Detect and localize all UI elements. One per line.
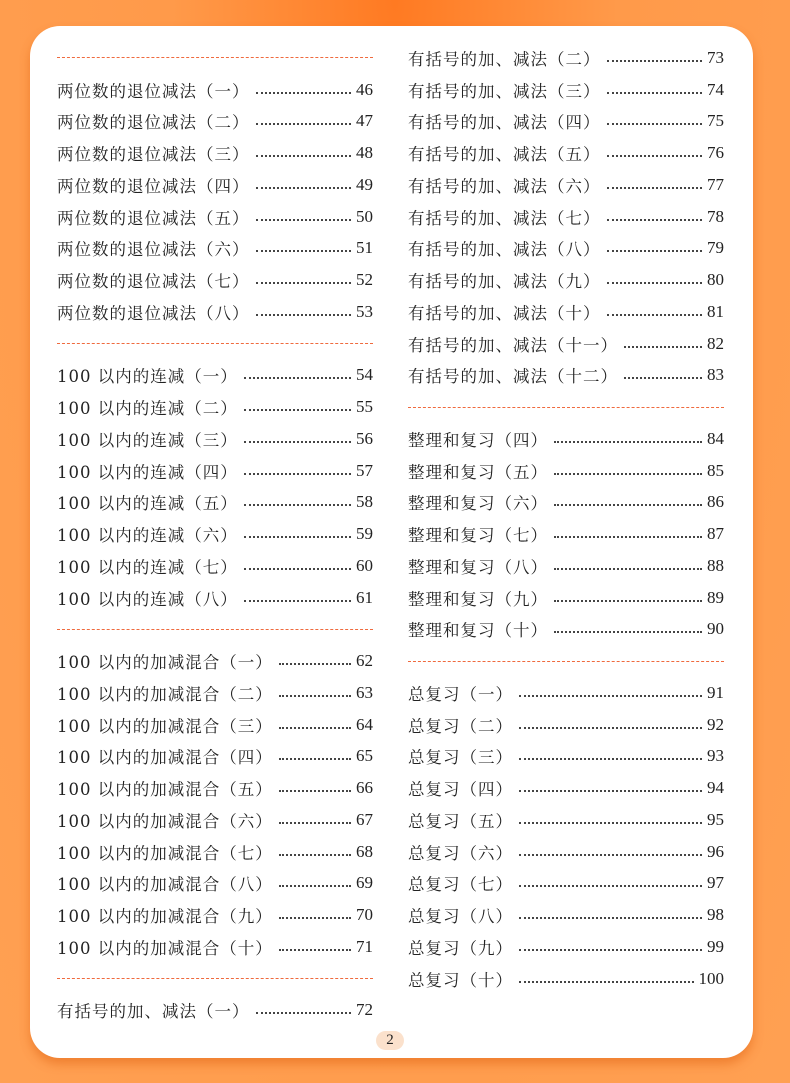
toc-entry[interactable] xyxy=(57,360,373,392)
dot-leader xyxy=(554,600,702,602)
dot-leader xyxy=(279,695,351,697)
toc-entry-page: 98 xyxy=(707,905,724,925)
toc-entry-title: 100 以内的加减混合（四） xyxy=(57,748,273,768)
toc-entry-page: 53 xyxy=(356,301,373,321)
toc-entry[interactable] xyxy=(408,899,724,931)
dot-leader xyxy=(256,282,352,284)
toc-entry[interactable] xyxy=(408,868,724,900)
toc-entry-page: 86 xyxy=(707,492,724,512)
toc-column-right xyxy=(408,42,724,995)
dot-leader xyxy=(279,727,351,729)
toc-entry-page: 75 xyxy=(707,111,724,131)
dot-leader xyxy=(607,60,703,62)
toc-entry[interactable] xyxy=(57,423,373,455)
toc-entry[interactable] xyxy=(408,550,724,582)
toc-entry-title: 100 以内的加减混合（八） xyxy=(57,875,273,895)
toc-entry[interactable] xyxy=(57,106,373,138)
dot-leader xyxy=(607,250,703,252)
toc-entry-title: 100 以内的连减（一） xyxy=(57,367,238,387)
toc-entry-title: 100 以内的连减（五） xyxy=(57,494,238,514)
toc-entry-title: 有括号的加、减法（十一） xyxy=(408,335,618,355)
dot-leader xyxy=(554,441,702,443)
dot-leader xyxy=(624,346,702,348)
section-divider xyxy=(57,328,373,360)
toc-entry[interactable] xyxy=(408,582,724,614)
toc-entry[interactable] xyxy=(408,455,724,487)
toc-entry-title: 总复习（十） xyxy=(408,970,513,990)
toc-entry-page: 88 xyxy=(707,555,724,575)
toc-entry-title: 100 以内的加减混合（一） xyxy=(57,653,273,673)
toc-entry-title: 100 以内的加减混合（六） xyxy=(57,811,273,831)
dot-leader xyxy=(244,504,351,506)
toc-entry-page: 73 xyxy=(707,47,724,67)
toc-entry-page: 61 xyxy=(356,587,373,607)
dot-leader xyxy=(519,822,702,824)
dot-leader xyxy=(244,409,351,411)
toc-entry-page: 72 xyxy=(356,1000,373,1020)
toc-entry-page: 57 xyxy=(356,460,373,480)
dot-leader xyxy=(256,250,352,252)
toc-entry-title: 整理和复习（七） xyxy=(408,526,548,546)
toc-entry[interactable] xyxy=(408,614,724,646)
dot-leader xyxy=(554,631,702,633)
toc-entry-title: 总复习（八） xyxy=(408,907,513,927)
toc-entry-page: 89 xyxy=(707,587,724,607)
toc-entry-page: 54 xyxy=(356,365,373,385)
toc-entry[interactable] xyxy=(57,645,373,677)
toc-entry[interactable] xyxy=(57,677,373,709)
toc-entry[interactable] xyxy=(57,391,373,423)
toc-entry[interactable] xyxy=(57,233,373,265)
toc-entry[interactable] xyxy=(408,328,724,360)
toc-entry-page: 77 xyxy=(707,174,724,194)
toc-entry[interactable] xyxy=(408,709,724,741)
toc-entry[interactable] xyxy=(57,804,373,836)
toc-entry-page: 46 xyxy=(356,79,373,99)
toc-entry-title: 有括号的加、减法（二） xyxy=(408,49,601,69)
dot-leader xyxy=(607,92,703,94)
toc-entry[interactable] xyxy=(57,931,373,963)
dot-leader xyxy=(607,155,703,157)
toc-entry[interactable] xyxy=(408,804,724,836)
toc-entry[interactable] xyxy=(57,137,373,169)
toc-entry[interactable] xyxy=(408,201,724,233)
toc-entry[interactable] xyxy=(408,137,724,169)
toc-entry-title: 100 以内的加减混合（九） xyxy=(57,907,273,927)
toc-entry-page: 49 xyxy=(356,174,373,194)
dot-leader xyxy=(519,854,702,856)
toc-entry-page: 70 xyxy=(356,905,373,925)
dot-leader xyxy=(244,441,351,443)
toc-entry-title: 有括号的加、减法（九） xyxy=(408,272,601,292)
dot-leader xyxy=(244,600,351,602)
toc-entry-title: 两位数的退位减法（七） xyxy=(57,272,250,292)
toc-page-card xyxy=(30,26,753,1058)
toc-entry-page: 50 xyxy=(356,206,373,226)
toc-entry-title: 两位数的退位减法（六） xyxy=(57,240,250,260)
toc-entry[interactable] xyxy=(57,836,373,868)
toc-entry-title: 100 以内的连减（二） xyxy=(57,399,238,419)
toc-entry-title: 总复习（九） xyxy=(408,938,513,958)
toc-entry[interactable] xyxy=(57,74,373,106)
toc-entry-title: 有括号的加、减法（五） xyxy=(408,145,601,165)
toc-entry-title: 100 以内的连减（三） xyxy=(57,430,238,450)
toc-entry-title: 100 以内的连减（四） xyxy=(57,462,238,482)
toc-entry-page: 97 xyxy=(707,873,724,893)
toc-entry-title: 整理和复习（五） xyxy=(408,462,548,482)
toc-entry-title: 100 以内的加减混合（五） xyxy=(57,780,273,800)
toc-entry-title: 有括号的加、减法（十二） xyxy=(408,367,618,387)
toc-entry-page: 100 xyxy=(698,968,724,988)
toc-entry[interactable] xyxy=(57,201,373,233)
dashed-line xyxy=(57,978,373,979)
toc-entry-page: 79 xyxy=(707,238,724,258)
dashed-line xyxy=(57,57,373,58)
toc-entry-page: 96 xyxy=(707,841,724,861)
dot-leader xyxy=(607,219,703,221)
dot-leader xyxy=(279,885,351,887)
toc-entry-title: 100 以内的加减混合（三） xyxy=(57,716,273,736)
toc-entry[interactable] xyxy=(408,741,724,773)
toc-entry[interactable] xyxy=(408,772,724,804)
dot-leader xyxy=(607,282,703,284)
toc-entry-page: 81 xyxy=(707,301,724,321)
toc-entry-title: 两位数的退位减法（二） xyxy=(57,113,250,133)
toc-column-left xyxy=(57,42,373,1026)
toc-entry-title: 有括号的加、减法（六） xyxy=(408,176,601,196)
toc-entry[interactable] xyxy=(57,899,373,931)
toc-entry[interactable] xyxy=(57,455,373,487)
toc-entry-title: 整理和复习（九） xyxy=(408,589,548,609)
dot-leader xyxy=(624,377,702,379)
toc-entry-title: 两位数的退位减法（四） xyxy=(57,176,250,196)
dot-leader xyxy=(279,917,351,919)
toc-entry-page: 92 xyxy=(707,714,724,734)
toc-entry-title: 100 以内的连减（七） xyxy=(57,557,238,577)
toc-entry-title: 总复习（五） xyxy=(408,811,513,831)
toc-entry-page: 74 xyxy=(707,79,724,99)
toc-entry-page: 55 xyxy=(356,397,373,417)
toc-entry-page: 56 xyxy=(356,428,373,448)
dot-leader xyxy=(519,981,694,983)
toc-entry[interactable] xyxy=(57,169,373,201)
dot-leader xyxy=(554,536,702,538)
toc-entry-page: 84 xyxy=(707,428,724,448)
dashed-line xyxy=(57,629,373,630)
toc-entry[interactable] xyxy=(408,423,724,455)
toc-entry-page: 91 xyxy=(707,682,724,702)
toc-entry-page: 95 xyxy=(707,809,724,829)
toc-entry[interactable] xyxy=(408,42,724,74)
toc-entry[interactable] xyxy=(408,931,724,963)
toc-entry-page: 99 xyxy=(707,936,724,956)
toc-entry-page: 87 xyxy=(707,524,724,544)
dot-leader xyxy=(256,314,352,316)
toc-entry[interactable] xyxy=(408,169,724,201)
toc-entry-page: 80 xyxy=(707,270,724,290)
dashed-line xyxy=(408,661,724,662)
toc-entry-title: 总复习（三） xyxy=(408,748,513,768)
toc-entry-title: 有括号的加、减法（十） xyxy=(408,303,601,323)
toc-entry[interactable] xyxy=(57,741,373,773)
toc-entry-page: 64 xyxy=(356,714,373,734)
toc-entry-title: 100 以内的加减混合（二） xyxy=(57,684,273,704)
dot-leader xyxy=(607,187,703,189)
toc-entry-page: 48 xyxy=(356,143,373,163)
toc-entry-page: 68 xyxy=(356,841,373,861)
dot-leader xyxy=(256,1012,352,1014)
toc-entry-page: 67 xyxy=(356,809,373,829)
dot-leader xyxy=(256,123,352,125)
toc-entry-page: 52 xyxy=(356,270,373,290)
toc-entry[interactable] xyxy=(408,963,724,995)
toc-entry-page: 85 xyxy=(707,460,724,480)
section-divider xyxy=(57,963,373,995)
toc-entry[interactable] xyxy=(57,868,373,900)
dashed-line xyxy=(57,343,373,344)
dot-leader xyxy=(519,790,702,792)
toc-entry-page: 71 xyxy=(356,936,373,956)
toc-entry[interactable] xyxy=(408,360,724,392)
toc-entry-page: 63 xyxy=(356,682,373,702)
toc-entry-title: 两位数的退位减法（八） xyxy=(57,303,250,323)
toc-entry-page: 66 xyxy=(356,778,373,798)
dashed-line xyxy=(408,407,724,408)
toc-entry-title: 有括号的加、减法（四） xyxy=(408,113,601,133)
toc-entry[interactable] xyxy=(408,677,724,709)
toc-entry-page: 76 xyxy=(707,143,724,163)
dot-leader xyxy=(554,568,702,570)
toc-entry[interactable] xyxy=(57,550,373,582)
dot-leader xyxy=(279,758,351,760)
toc-entry-page: 62 xyxy=(356,651,373,671)
toc-entry[interactable] xyxy=(408,518,724,550)
dot-leader xyxy=(607,123,703,125)
dot-leader xyxy=(279,663,351,665)
toc-entry-page: 58 xyxy=(356,492,373,512)
toc-entry[interactable] xyxy=(408,264,724,296)
toc-entry-title: 整理和复习（十） xyxy=(408,621,548,641)
toc-entry[interactable] xyxy=(57,709,373,741)
toc-entry-title: 总复习（二） xyxy=(408,716,513,736)
toc-entry-title: 两位数的退位减法（五） xyxy=(57,208,250,228)
toc-entry-page: 65 xyxy=(356,746,373,766)
section-divider xyxy=(57,42,373,74)
toc-entry-title: 两位数的退位减法（一） xyxy=(57,81,250,101)
toc-entry[interactable] xyxy=(408,74,724,106)
toc-entry-title: 有括号的加、减法（三） xyxy=(408,81,601,101)
toc-entry-page: 93 xyxy=(707,746,724,766)
dot-leader xyxy=(244,473,351,475)
dot-leader xyxy=(279,854,351,856)
dot-leader xyxy=(607,314,703,316)
dot-leader xyxy=(279,822,351,824)
toc-entry[interactable] xyxy=(408,487,724,519)
toc-entry-title: 总复习（四） xyxy=(408,780,513,800)
toc-entry-title: 100 以内的连减（八） xyxy=(57,589,238,609)
toc-entry-title: 整理和复习（四） xyxy=(408,430,548,450)
dot-leader xyxy=(244,536,351,538)
toc-entry-title: 有括号的加、减法（一） xyxy=(57,1002,250,1022)
toc-entry-title: 两位数的退位减法（三） xyxy=(57,145,250,165)
toc-entry-title: 100 以内的加减混合（七） xyxy=(57,843,273,863)
toc-entry[interactable] xyxy=(408,233,724,265)
dot-leader xyxy=(519,758,702,760)
dot-leader xyxy=(554,473,702,475)
toc-entry-page: 69 xyxy=(356,873,373,893)
toc-entry-page: 90 xyxy=(707,619,724,639)
toc-entry[interactable] xyxy=(57,264,373,296)
dot-leader xyxy=(279,949,351,951)
toc-entry-title: 总复习（六） xyxy=(408,843,513,863)
dot-leader xyxy=(519,917,702,919)
toc-entry-page: 82 xyxy=(707,333,724,353)
dot-leader xyxy=(519,727,702,729)
toc-entry-title: 有括号的加、减法（八） xyxy=(408,240,601,260)
toc-entry-title: 总复习（七） xyxy=(408,875,513,895)
toc-entry-page: 60 xyxy=(356,555,373,575)
toc-entry-title: 总复习（一） xyxy=(408,684,513,704)
dot-leader xyxy=(519,695,702,697)
toc-entry-page: 59 xyxy=(356,524,373,544)
toc-entry[interactable] xyxy=(57,296,373,328)
dot-leader xyxy=(256,155,352,157)
toc-entry[interactable] xyxy=(57,772,373,804)
toc-entry-title: 100 以内的加减混合（十） xyxy=(57,938,273,958)
toc-entry[interactable] xyxy=(57,518,373,550)
dot-leader xyxy=(554,504,702,506)
toc-entry-title: 有括号的加、减法（七） xyxy=(408,208,601,228)
toc-entry-page: 83 xyxy=(707,365,724,385)
toc-entry-title: 100 以内的连减（六） xyxy=(57,526,238,546)
toc-entry-page: 51 xyxy=(356,238,373,258)
dot-leader xyxy=(256,187,352,189)
toc-entry[interactable] xyxy=(57,582,373,614)
toc-entry-page: 94 xyxy=(707,778,724,798)
toc-entry[interactable] xyxy=(57,995,373,1027)
dot-leader xyxy=(279,790,351,792)
toc-entry[interactable] xyxy=(408,106,724,138)
section-divider xyxy=(408,645,724,677)
page-number-badge: 2 xyxy=(376,1031,404,1050)
dot-leader xyxy=(256,92,352,94)
dot-leader xyxy=(256,219,352,221)
toc-entry-page: 47 xyxy=(356,111,373,131)
toc-entry-title: 整理和复习（六） xyxy=(408,494,548,514)
toc-entry[interactable] xyxy=(57,487,373,519)
dot-leader xyxy=(244,377,351,379)
dot-leader xyxy=(519,949,702,951)
toc-entry[interactable] xyxy=(408,296,724,328)
toc-entry[interactable] xyxy=(408,836,724,868)
section-divider xyxy=(57,614,373,646)
dot-leader xyxy=(519,885,702,887)
dot-leader xyxy=(244,568,351,570)
section-divider xyxy=(408,391,724,423)
toc-entry-title: 整理和复习（八） xyxy=(408,557,548,577)
toc-entry-page: 78 xyxy=(707,206,724,226)
